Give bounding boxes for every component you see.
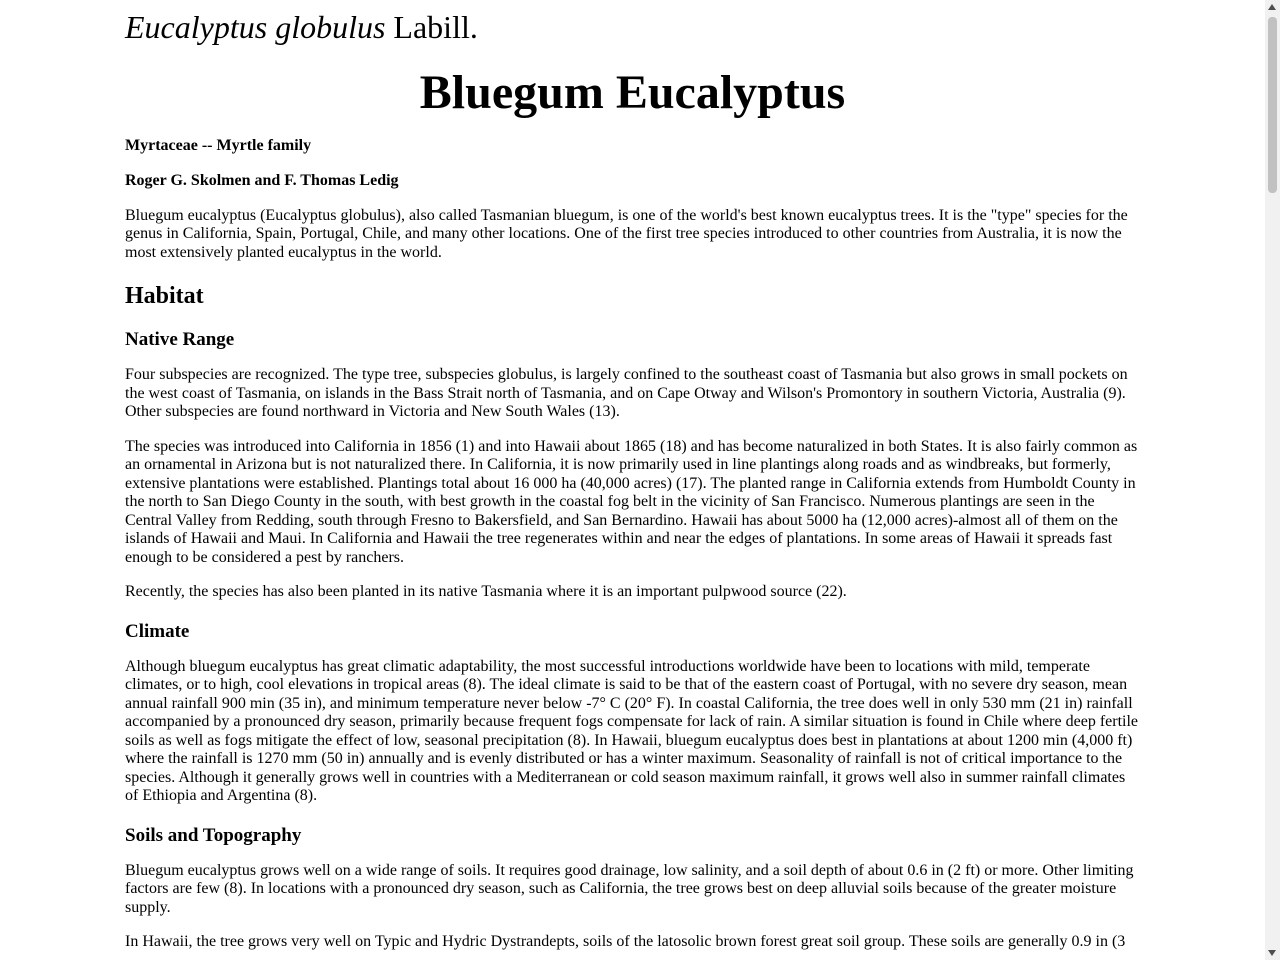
family-line: Myrtaceae -- Myrtle family xyxy=(125,137,312,154)
habitat-heading: Habitat xyxy=(125,283,204,309)
vertical-scrollbar[interactable] xyxy=(1265,0,1280,960)
scientific-genus-species: Eucalyptus globulus xyxy=(125,9,386,45)
intro-paragraph: Bluegum eucalyptus (Eucalyptus globulus), also called Tasmanian bluegum, is one of the world's best known eucalyptus trees. It is the "type" species for the genus in California, Spain, Portugal, Chile, and many other locations. One of the first tree species introduced to other countries from Australia, it is now the most extensively planted eucalyptus in the world. xyxy=(125,206,1128,261)
climate-paragraph: Although bluegum eucalyptus has great climatic adaptability, the most successful introductions worldwide have been to locations with mild, temperate climates, or to high, cool elevations in tropical areas (8). The ideal climate is said to be that of the eastern coast of Portugal, with no severe dry season, mean annual rainfall 900 min (35 in), and minimum temperature never below -7° C (20° F). In coastal California, the tree does well in only 530 mm (21 in) rainfall accompanied by a pronounced dry season, primarily because frequent fogs compensate for lack of rain. A similar situation is found in Chile where deep fertile soils as well as fogs mitigate the effect of low, seasonal precipitation (8). In Hawaii, bluegum eucalyptus does best in plantations at about 1200 min (4,000 ft) where the rainfall is 1270 mm (50 in) annually and is evenly distributed or has a winter maximum. Seasonality of rainfall is not of critical importance to the species. Although it generally grows well in countries with a Mediterranean or cold season maximum rainfall, it grows well also in summer rainfall climates of Ethiopia and Argentina (8). xyxy=(125,657,1139,804)
native-range-paragraph-1: Four subspecies are recognized. The type tree, subspecies globulus, is largely confined to the southeast coast of Tasmania but also grows in small pockets on the west coast of Tasmania, on islands in the Bass Strait north of Tasmania, and on Cape Otway and Wilson's Promontory in southern Victoria, Australia (9). Other subspecies are found northward in Victoria and New South Wales (13). xyxy=(125,366,1128,420)
native-range-paragraph-2: The species was introduced into California in 1856 (1) and into Hawaii about 1865 (18) and has become naturalized in both States. It is also fairly common as an ornamental in Arizona but is not naturalized there. In California, it is now primarily used in line plantings along roads and as windbreaks, but formerly, extensive plantations were established. Plantings total about 16 000 ha (40,000 acres) (17). The planted range in California extends from Humboldt County in the north to San Diego County in the south, with best growth in the coastal fog belt in the vicinity of San Francisco. Numerous plantings are seen in the Central Valley from Redding, south through Fresno to Bakersfield, and San Bernardino. Hawaii has about 5000 ha (12,000 acres)-almost all of them on the islands of Hawaii and Maui. In California and Hawaii the tree regenerates within and near the edges of plantations. In some areas of Hawaii it spreads fast enough to be considered a pest by ranchers. xyxy=(125,437,1138,566)
page-title: Bluegum Eucalyptus xyxy=(419,66,846,119)
authors-line: Roger G. Skolmen and F. Thomas Ledig xyxy=(125,172,399,189)
soils-paragraph-2: In Hawaii, the tree grows very well on Typic and Hydric Dystrandepts, soils of the latosolic brown forest great soil group. These soils are generally 0.9 in (3 xyxy=(125,933,1126,950)
scrollbar-thumb[interactable] xyxy=(1268,17,1277,193)
scientific-name xyxy=(125,11,1140,43)
article xyxy=(125,0,1140,952)
soils-paragraph-1: Bluegum eucalyptus grows well on a wide range of soils. It requires good drainage, low salinity, and a soil depth of about 0.6 in (2 ft) or more. Other limiting factors are few (8). In locations with a pronounced dry season, such as California, the tree grows best on deep alluvial soils because of the greater moisture supply. xyxy=(125,861,1134,916)
native-range-paragraph-3: Recently, the species has also been planted in its native Tasmania where it is an important pulpwood source (22). xyxy=(125,583,847,600)
scientific-authority: Labill. xyxy=(393,9,478,45)
soils-heading: Soils and Topography xyxy=(125,824,302,846)
arrow-down-icon[interactable] xyxy=(1268,950,1276,956)
native-range-heading: Native Range xyxy=(125,329,235,350)
climate-heading: Climate xyxy=(125,620,190,642)
arrow-up-icon[interactable] xyxy=(1268,4,1276,10)
